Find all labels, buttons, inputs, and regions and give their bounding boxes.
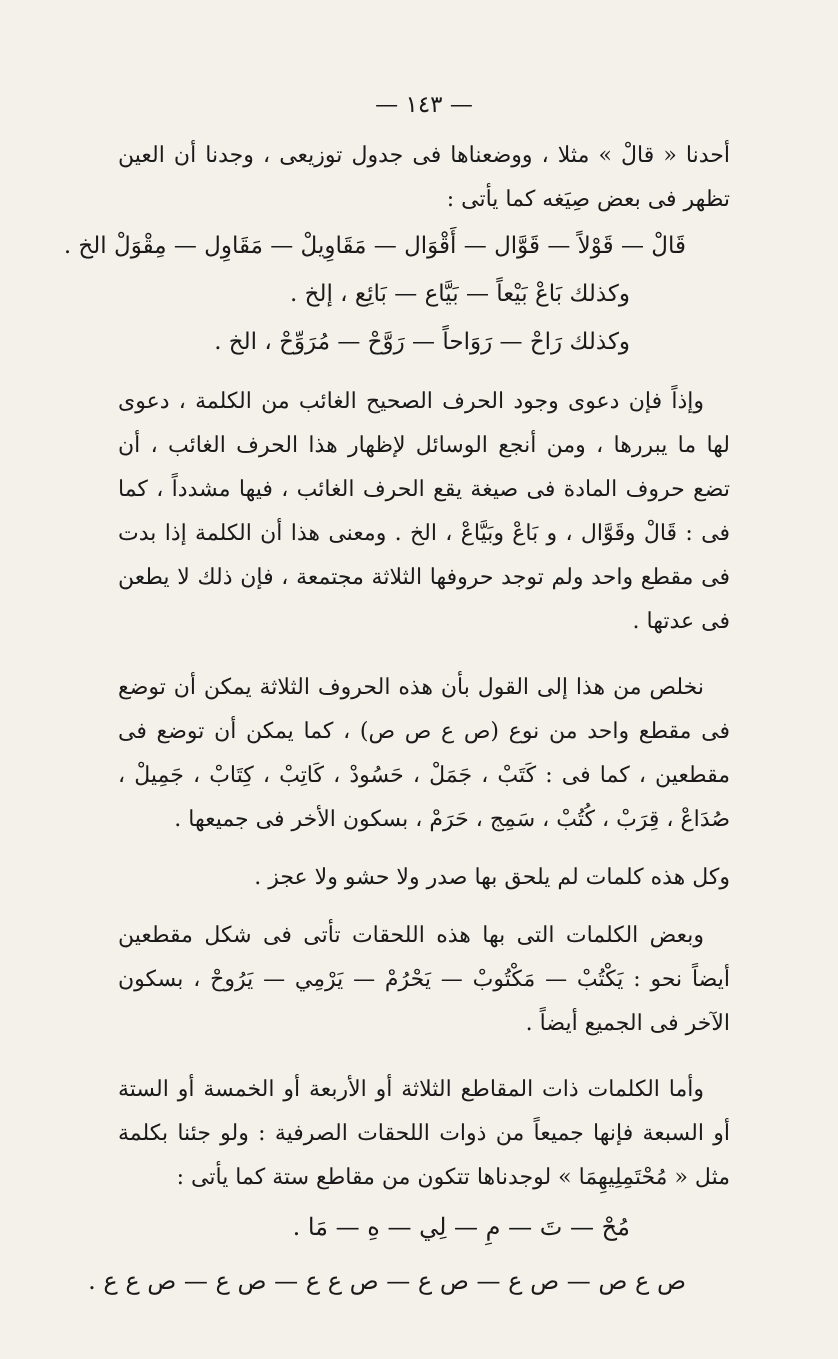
example-line-baa: وكذلك بَاعْ بَيْعاً — بَيَّاع — بَائِع ، إلخ . bbox=[289, 281, 630, 307]
paragraph-intro: أحدنا « قالْ » مثلا ، ووضعناها فى جدول توزيعى ، وجدنا أن العين تظهر فى بعض صِيَغه كما يأتى : bbox=[118, 143, 730, 212]
page-number: — ١٤٣ — bbox=[375, 92, 473, 118]
paragraph-syllables: نخلص من هذا إلى القول بأن هذه الحروف الثلاثة يمكن أن توضع فى مقطع واحد من نوع (ص ع ص ص) ، كما يمكن أن توضع فى مقطعين ، كما فى : كَتَبْ ، جَمَلْ ، حَسُودْ ، كَاتِبْ ، كِتَابْ ، جَمِيلْ ، صُدَاعْ ، قِرَبْ ، كُتُبْ ، سَمِج ، حَرَمْ ، بسكون الأخر فى جميعها . bbox=[118, 675, 730, 832]
paragraph-missing-letter: وإذاً فإن دعوى وجود الحرف الصحيح الغائب من الكلمة ، دعوى لها ما يبررها ، ومن أنجع الوسائل لإظهار هذا الحرف الغائب ، أن تضع حروف المادة فى صيغة يقع الحرف الغائب ، فيها مشدداً ، كما فى : قَالْ وقَوَّال ، و بَاعْ وبَيَّاعْ ، الخ . ومعنى هذا أن الكلمة إذا بدت فى مقطع واحد ولم توجد حروفها الثلاثة مجتمعة ، فإن ذلك لا يطعن فى عدتها . bbox=[118, 389, 730, 634]
syllable-pattern: ص ع ص — ص ع — ص ع — ص ع ع — ص ع — ص ع ع . bbox=[88, 1267, 686, 1295]
paragraph-multi-syllables: وأما الكلمات ذات المقاطع الثلاثة أو الأربعة أو الخمسة أو الستة أو السبعة فإنها جميعاً من ذوات اللحقات الصرفية : ولو جئنا بكلمة مثل « مُحْتَمِلِيهِمَا » لوجدناها تتكون من مقاطع ستة كما يأتى : bbox=[118, 1077, 730, 1190]
paragraph-no-affixes: وكل هذه كلمات لم يلحق بها صدر ولا حشو ولا عجز . bbox=[254, 865, 730, 890]
example-line-qal: قَالْ — قَوْلاً — قَوَّال — أَقْوَال — مَقَاوِيلْ — مَقَاوِل — مِقْوَلْ الخ . bbox=[63, 233, 686, 259]
paragraph-two-syllables: وبعض الكلمات التى بها هذه اللحقات تأتى فى شكل مقطعين أيضاً نحو : يَكْتُبْ — مَكْتُوبْ — يَحْرُمْ — يَرْمِي — يَرُوحْ ، بسكون الآخر فى الجميع أيضاً . bbox=[118, 923, 730, 1036]
example-line-raah: وكذلك رَاحْ — رَوَاحاً — رَوَّحْ — مُرَوِّحْ ، الخ . bbox=[214, 329, 630, 355]
syllable-breakdown: مُحْ — تَ — مِ — لِي — هِ — مَا . bbox=[292, 1213, 630, 1241]
